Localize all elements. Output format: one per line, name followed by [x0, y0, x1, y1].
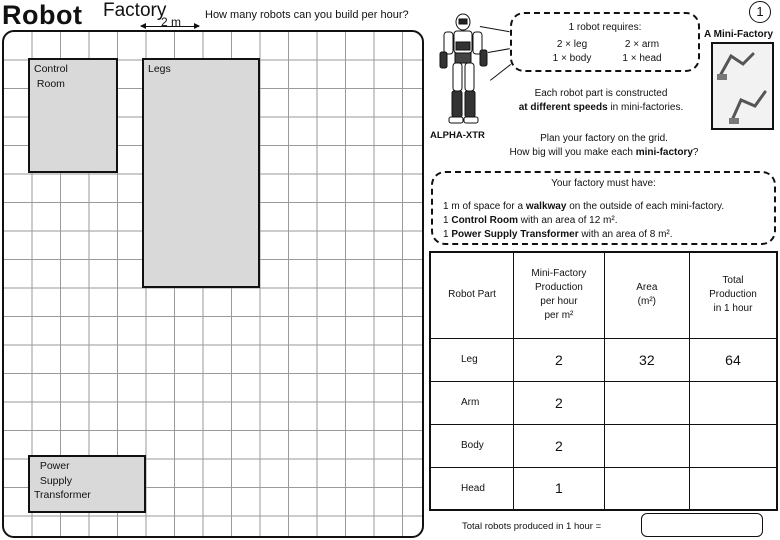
- robot-illustration: [432, 12, 494, 130]
- page-number-badge: 1: [749, 1, 771, 23]
- table-row: [430, 424, 777, 467]
- requirement-head: 1 × head: [622, 53, 662, 64]
- speed-note-bold: at different speeds: [518, 102, 608, 113]
- area-cell[interactable]: [604, 381, 689, 424]
- rate-cell: 2: [514, 338, 605, 381]
- plan-note-bold: mini-factory: [635, 147, 693, 158]
- total-cell[interactable]: [689, 381, 777, 424]
- total-cell[interactable]: [689, 424, 777, 467]
- total-cell[interactable]: [689, 467, 777, 510]
- header-robot-part: Robot Part: [430, 252, 514, 338]
- must-have-heading: Your factory must have:: [551, 178, 656, 189]
- rate-cell: 2: [514, 381, 605, 424]
- rate-cell: 2: [514, 424, 605, 467]
- requirements-heading: 1 robot requires:: [568, 22, 642, 33]
- scale-label: 2 m: [161, 15, 182, 29]
- rate-cell: 1: [514, 467, 605, 510]
- total-robots-label: Total robots produced in 1 hour =: [462, 521, 602, 532]
- page-question: How many robots can you build per hour?: [205, 9, 409, 21]
- total-cell[interactable]: 64: [689, 338, 777, 381]
- table-row: [430, 467, 777, 510]
- robot-arm-icon: [713, 44, 772, 128]
- area-cell[interactable]: [604, 424, 689, 467]
- plan-note-post: ?: [692, 147, 699, 158]
- legs-zone[interactable]: Legs: [142, 58, 260, 288]
- title-factory: Factory: [103, 0, 167, 21]
- area-cell[interactable]: [604, 467, 689, 510]
- title-robot: Robot: [2, 0, 83, 30]
- part-cell: Leg: [430, 338, 514, 381]
- must-have-power-supply: 1 Power Supply Transformer with an area of 8 m².: [443, 229, 673, 240]
- plan-note-line1: Plan your factory on the grid.: [540, 133, 668, 144]
- control-room-zone[interactable]: Control Room: [28, 58, 118, 173]
- total-robots-answer-box[interactable]: [641, 513, 763, 537]
- plan-note-pre: How big will you make each: [509, 147, 636, 158]
- power-supply-zone[interactable]: Power Supply Transformer: [28, 455, 146, 513]
- must-have-control-room: 1 Control Room with an area of 12 m².: [443, 215, 618, 226]
- requirements-box: [510, 12, 700, 72]
- must-have-box: [431, 171, 776, 245]
- speed-note: [496, 87, 706, 115]
- mini-factory-photo: [711, 42, 774, 130]
- requirement-leg: 2 × leg: [556, 39, 588, 50]
- requirement-arm: 2 × arm: [624, 39, 660, 50]
- header-production-rate: Mini-Factory Production per hour per m²: [514, 252, 605, 338]
- area-cell[interactable]: 32: [604, 338, 689, 381]
- header-total-production: Total Production in 1 hour: [689, 252, 777, 338]
- mini-factory-title: A Mini-Factory: [704, 29, 774, 40]
- part-cell: Arm: [430, 381, 514, 424]
- header-area: Area (m²): [604, 252, 689, 338]
- production-table: [429, 251, 778, 511]
- must-have-walkway: 1 m of space for a walkway on the outside of each mini-factory.: [443, 201, 725, 212]
- speed-note-rest: in mini-factories.: [607, 102, 684, 113]
- speed-note-line1: Each robot part is constructed: [534, 88, 668, 99]
- factory-grid[interactable]: [2, 30, 424, 538]
- part-cell: Head: [430, 467, 514, 510]
- part-cell: Body: [430, 424, 514, 467]
- table-row: [430, 338, 777, 381]
- robot-name: ALPHA-XTR: [430, 130, 485, 141]
- plan-note: [484, 132, 724, 160]
- table-row: [430, 381, 777, 424]
- requirement-body: 1 × body: [552, 53, 592, 64]
